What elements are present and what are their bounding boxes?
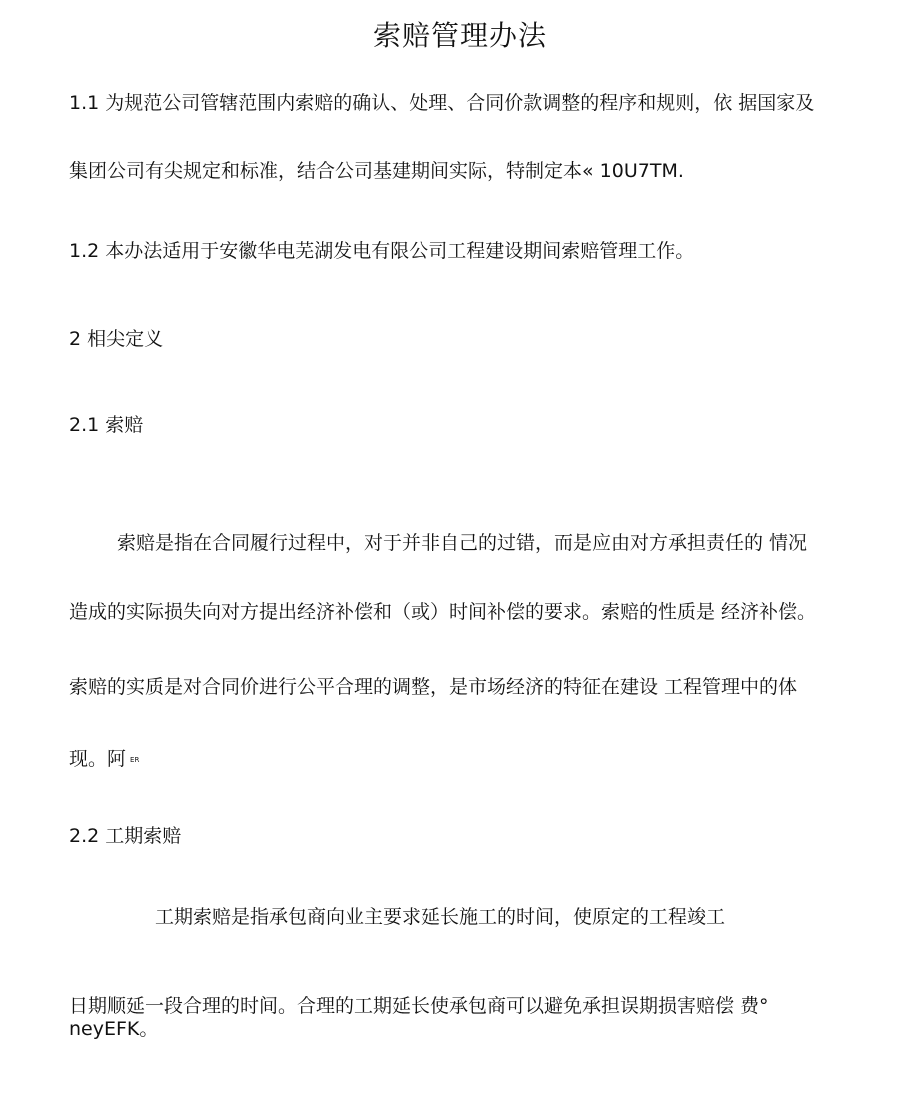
paragraph-2-2-line-3: neyEFK。	[69, 1018, 159, 1040]
paragraph-2-2-line-1: 工期索赔是指承包商向业主要求延长施工的时间，使原定的工程竣工	[155, 906, 726, 928]
paragraph-1-1-line-1: 1.1 为规范公司管辖范围内索赔的确认、处理、合同价款调整的程序和规则，依 据国家及	[69, 92, 815, 114]
document-title: 索赔管理办法	[372, 19, 547, 52]
paragraph-2-1-line-1: 索赔是指在合同履行过程中，对于并非自己的过错，而是应由对方承担责任的 情况	[117, 532, 808, 554]
section-2-heading: 2 相尖定义	[69, 328, 164, 350]
small-mark: ER	[130, 755, 140, 764]
paragraph-1-2: 1.2 本办法适用于安徽华电芜湖发电有限公司工程建设期间索赔管理工作。	[69, 240, 695, 262]
section-2-1-heading: 2.1 索赔	[69, 414, 144, 436]
paragraph-2-1-line-2: 造成的实际损失向对方提出经济补偿和（或）时间补偿的要求。索赔的性质是 经济补偿。	[69, 601, 817, 623]
paragraph-2-2-line-2: 日期顺延一段合理的时间。合理的工期延长使承包商可以避免承担误期损害赔偿 费°	[69, 995, 769, 1017]
section-2-2-heading: 2.2 工期索赔	[69, 825, 182, 847]
paragraph-2-1-line-4-text: 现。阿	[69, 748, 127, 770]
paragraph-2-1-line-3: 索赔的实质是对合同价进行公平合理的调整，是市场经济的特征在建设 工程管理中的体	[69, 676, 798, 698]
paragraph-2-1-line-4	[69, 745, 139, 774]
paragraph-1-1-line-2: 集团公司有尖规定和标准，结合公司基建期间实际，特制定本« 10U7TM.	[69, 160, 684, 182]
